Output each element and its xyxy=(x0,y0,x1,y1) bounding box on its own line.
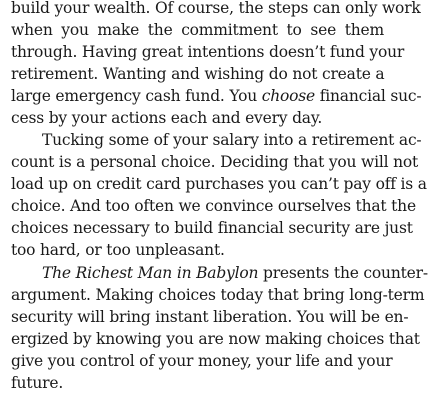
text-line: too hard, or too unpleasant. xyxy=(11,241,225,260)
text-line: through. Having great intentions doesn’t fund your xyxy=(11,43,405,62)
text-line: when you make the commitment to see them xyxy=(11,21,384,39)
text-line: ergized by knowing you are now making choices that xyxy=(11,329,420,348)
text-line: give you control of your money, your life and your xyxy=(11,351,393,370)
text-line: security will bring instant liberation. You will be en- xyxy=(11,307,409,326)
text-line: choices necessary to build financial security are just xyxy=(11,219,413,238)
text-line: retirement. Wanting and wishing do not create a xyxy=(11,65,385,84)
text-line: build your wealth. Of course, the steps can only work xyxy=(11,0,421,17)
text-line: argument. Making choices today that bring long-term xyxy=(11,285,425,304)
text-line: choice. And too often we convince ourselves that the xyxy=(11,197,416,216)
text-line: load up on credit card purchases you can’t pay off is a xyxy=(11,175,427,194)
text-line: Tucking some of your salary into a retirement ac- xyxy=(42,131,422,150)
book-title-text: The Richest Man in Babylon xyxy=(42,263,259,282)
text-line xyxy=(42,262,428,284)
emphasis-text: choose xyxy=(261,87,315,106)
text-line: count is a personal choice. Deciding that you will not xyxy=(11,153,419,172)
text-run: financial suc- xyxy=(314,87,422,106)
text-line: future. xyxy=(11,373,64,392)
text-run: presents the counter- xyxy=(258,263,428,282)
text-run: large emergency cash fund. You xyxy=(11,87,262,106)
text-line xyxy=(11,85,422,107)
text-line: cess by your actions each and every day. xyxy=(11,109,323,128)
